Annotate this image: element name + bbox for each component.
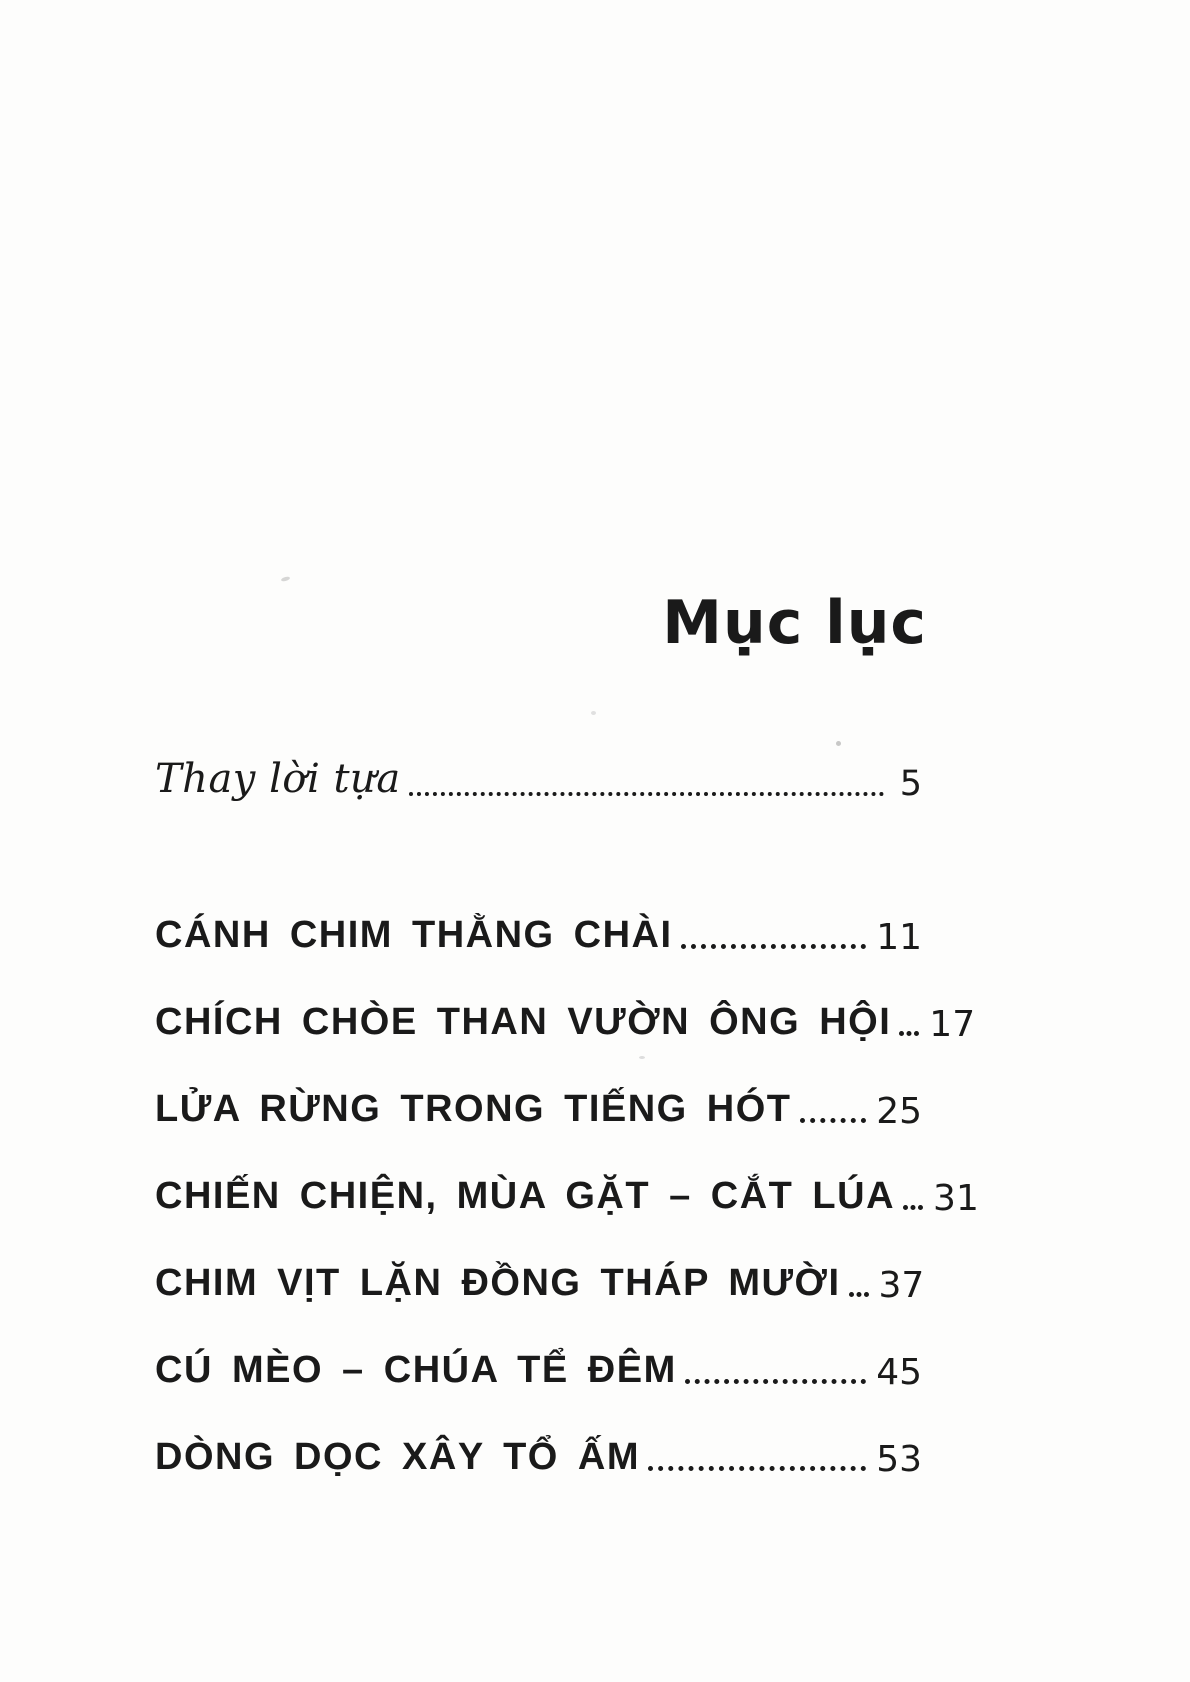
toc-preface-page: 5 <box>899 763 922 804</box>
dot-leader <box>800 1118 867 1123</box>
toc-entry-page: 31 <box>933 1178 979 1220</box>
toc-entry-label: LỬA RỪNG TRONG TIẾNG HÓT <box>155 1088 792 1131</box>
toc-entry-label: CÚ MÈO – CHÚA TỂ ĐÊM <box>155 1349 677 1392</box>
scan-speck <box>591 711 596 715</box>
toc-entry-label: CHIM VỊT LẶN ĐỒNG THÁP MƯỜI <box>155 1262 841 1305</box>
toc-entry-page: 45 <box>876 1352 922 1394</box>
toc-entry-row <box>155 911 922 958</box>
toc-entry-row <box>155 1259 925 1307</box>
toc-preface-label: Thay lời tựa <box>155 756 401 802</box>
scan-speck <box>281 576 291 582</box>
toc-entry-row <box>155 1085 922 1132</box>
toc-entry-row <box>155 1346 922 1393</box>
toc-entry-page: 37 <box>878 1265 925 1307</box>
toc-entry-page: 53 <box>876 1439 922 1481</box>
toc-entry-label: CÁNH CHIM THẰNG CHÀI <box>155 914 673 957</box>
page-title: Mục lục <box>662 588 927 658</box>
toc-preface-row <box>155 753 922 803</box>
toc-entry-row <box>155 1433 922 1480</box>
toc-entry-page: 25 <box>876 1091 922 1133</box>
toc-entry-row <box>155 998 976 1046</box>
toc-entry-label: CHÍCH CHÒE THAN VƯỜN ÔNG HỘI <box>155 1001 892 1044</box>
dot-leader <box>648 1466 866 1471</box>
dot-leader <box>409 792 884 796</box>
dot-leader <box>849 1292 869 1297</box>
dot-leader <box>681 944 867 949</box>
table-of-contents <box>155 753 979 1520</box>
toc-entry-label: DÒNG DỌC XÂY TỔ ẤM <box>155 1436 640 1479</box>
toc-entry-page: 17 <box>929 1004 976 1046</box>
scan-speck <box>836 741 841 746</box>
toc-entry-row <box>155 1172 979 1220</box>
dot-leader <box>685 1379 866 1384</box>
dot-leader <box>903 1205 923 1210</box>
dot-leader <box>899 1031 919 1036</box>
toc-entry-page: 11 <box>876 917 922 959</box>
toc-entry-label: CHIẾN CHIỆN, MÙA GẶT – CẮT LÚA <box>155 1175 896 1218</box>
